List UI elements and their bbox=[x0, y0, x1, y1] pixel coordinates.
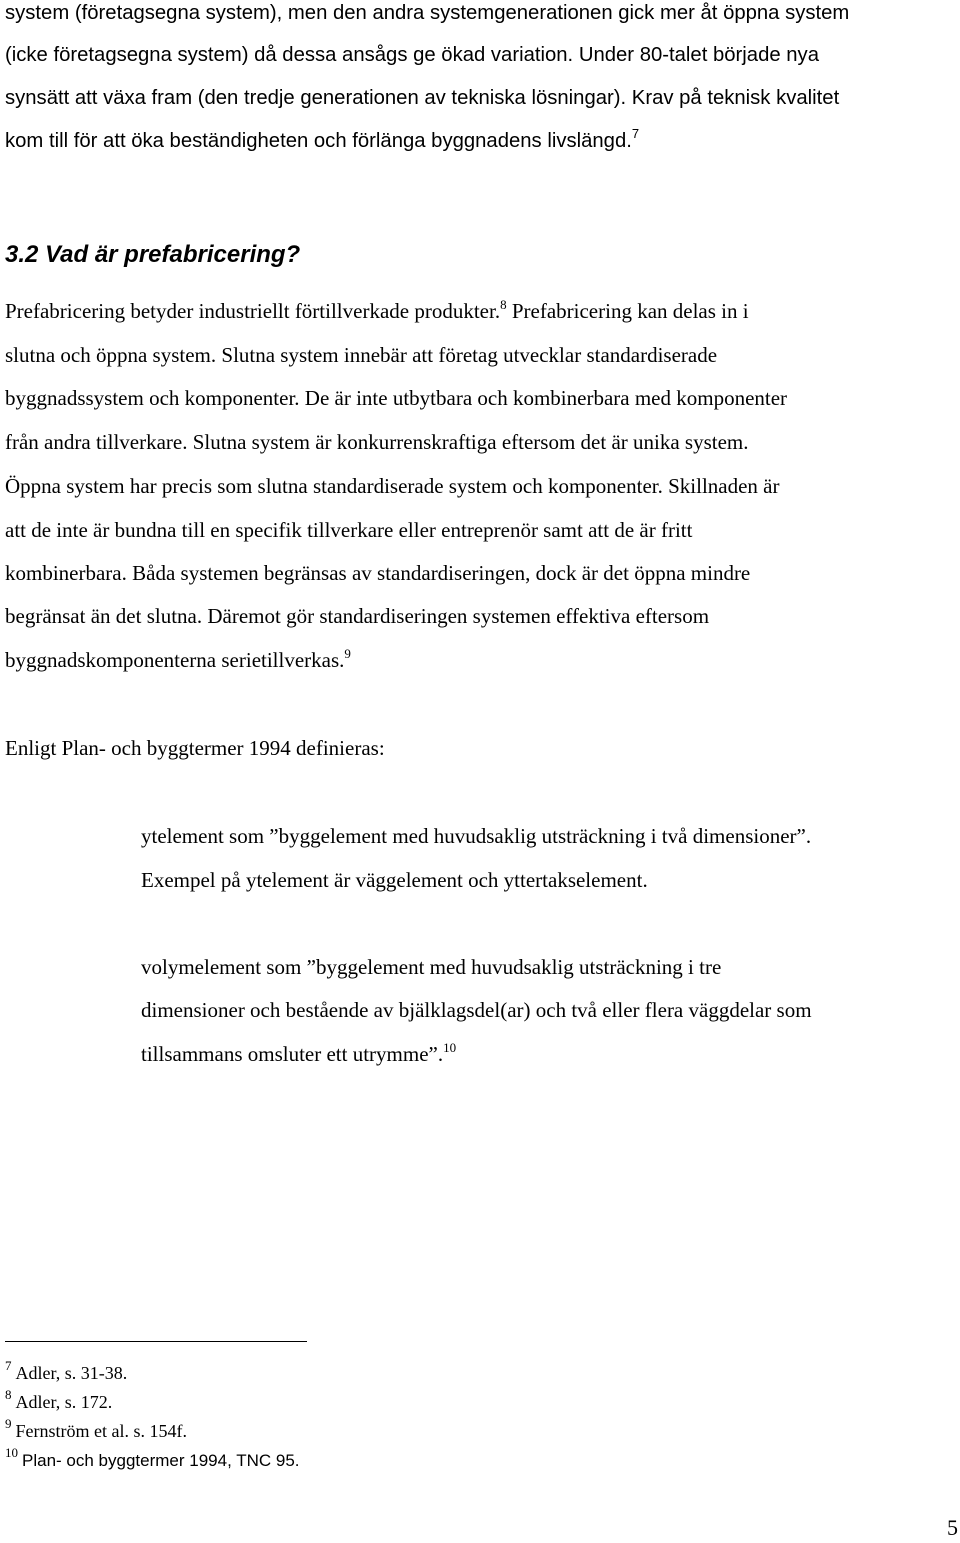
body-text-line: slutna och öppna system. Slutna system innebär att företag utvecklar standardiserade bbox=[5, 343, 718, 367]
section-heading: 3.2 Vad är prefabricering? bbox=[5, 241, 301, 268]
body-text-line: (icke företagsegna system) då dessa ansågs ge ökad variation. Under 80-talet började nya bbox=[5, 44, 819, 66]
footnote: $^7$ Adler, s. 31-38. bbox=[5, 1358, 128, 1383]
body-text-line: synsätt att växa fram (den tredje generationen av tekniska lösningar). Krav på teknisk kvalitet bbox=[5, 87, 840, 109]
footnote-ref-10[interactable]: 10 bbox=[443, 1040, 457, 1055]
body-text-line: att de inte är bundna till en specifik tillverkare eller entreprenör samt att de är fritt bbox=[5, 518, 693, 542]
body-text-line: kombinerbara. Båda systemen begränsas av standardiseringen, dock är det öppna mindre bbox=[5, 561, 751, 585]
footnote: $^8$ Adler, s. 172. bbox=[5, 1387, 113, 1412]
body-text-line: från andra tillverkare. Slutna system är konkurrenskraftiga eftersom det är unika system. bbox=[5, 430, 749, 454]
body-text-line: byggnadssystem och komponenter. De är inte utbytbara och kombinerbara med komponenter bbox=[5, 386, 788, 410]
footnote-ref-7[interactable]: 7 bbox=[631, 126, 640, 141]
body-text-line: byggnadskomponenterna serietillverkas.$^9$ bbox=[5, 646, 351, 672]
definition-ytelement: ytelement som ”byggelement med huvudsaklig utsträckning i två dimensioner”. bbox=[141, 824, 812, 848]
body-text-line: kom till för att öka beständigheten och förlänga byggnadens livslängd.$^7$ bbox=[5, 126, 640, 152]
page-number: 5 bbox=[947, 1515, 958, 1540]
footnote-ref-9[interactable]: 9 bbox=[344, 646, 351, 661]
definition-ytelement: Exempel på ytelement är väggelement och yttertakselement. bbox=[141, 868, 648, 892]
body-text-line: begränsat än det slutna. Däremot gör standardiseringen systemen effektiva eftersom bbox=[5, 604, 710, 628]
footnote-separator bbox=[5, 1341, 307, 1342]
footnote-ref-8[interactable]: 8 bbox=[500, 297, 507, 312]
definition-volymelement: volymelement som ”byggelement med huvudsaklig utsträckning i tre bbox=[141, 955, 722, 979]
body-text-line: Öppna system har precis som slutna standardiserade system och komponenter. Skillnaden är bbox=[5, 474, 780, 498]
definition-volymelement: tillsammans omsluter ett utrymme”.$^{10}$ bbox=[141, 1040, 457, 1066]
definition-volymelement: dimensioner och bestående av bjälklagsdel(ar) och två eller flera väggdelar som bbox=[141, 998, 812, 1022]
body-text-line: system (företagsegna system), men den andra systemgenerationen gick mer åt öppna system bbox=[5, 2, 850, 24]
body-text-line: Prefabricering betyder industriellt förtillverkade produkter.$^8$ Prefabricering kan delas in i bbox=[5, 297, 749, 323]
footnote: $^9$ Fernström et al. s. 154f. bbox=[5, 1416, 187, 1441]
definition-intro: Enligt Plan- och byggtermer 1994 definieras: bbox=[5, 736, 385, 760]
footnote: $^{10}$ Plan- och byggtermer 1994, TNC 95. bbox=[5, 1445, 300, 1470]
